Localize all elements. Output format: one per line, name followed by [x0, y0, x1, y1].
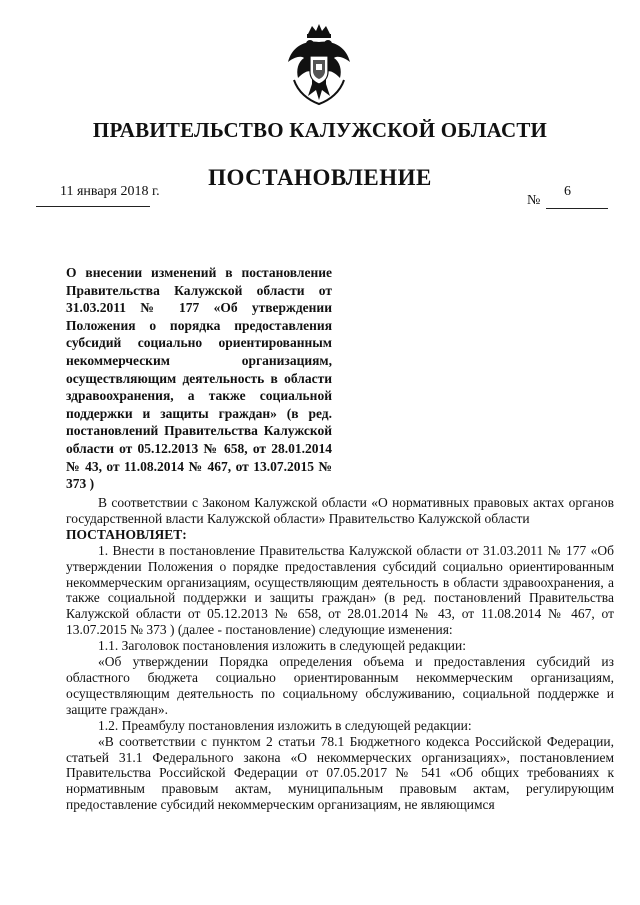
document-body — [66, 495, 614, 813]
date-underline — [36, 206, 150, 207]
intro-paragraph: В соответствии с Законом Калужской области «О нормативных правовых актах органов государственной власти Калужской области» Правительство Калужской области — [66, 495, 614, 526]
item-1-2-text: «В соответствии с пунктом 2 статьи 78.1 Бюджетного кодекса Российской Федерации, статьей 31.1 Федерального закона «О некоммерческих организациях», постановлением Правительства Российской Федерации от 07.05.2017 № 541 «Об общих требованиях к нормативным правовым актам, муниципальным правовым актам, регулирующим предоставление субсидий некоммерческим организациям, не являющимся — [66, 733, 614, 813]
item-1: 1. Внести в постановление Правительства Калужской области от 31.03.2011 № 177 «Об утверждении Положения о порядке предоставления субсидий социально ориентированным некоммерческим организациям, осуществляющим деятельность в области здравоохранения, а также социальной поддержки и защиты граждан» (в ред. постановлений Правительства Калужской области от 05.12.2013 № 658, от 28.01.2014 № 43, от 11.08.2014 № 467, от 13.07.2015 № 373 ) (далее - постановление) следующие изменения: — [66, 542, 614, 638]
item-1-1: 1.1. Заголовок постановления изложить в следующей редакции: — [98, 638, 466, 654]
resolves-heading: ПОСТАНОВЛЯЕТ: — [66, 526, 187, 542]
item-1-1-text: «Об утверждении Порядка определения объема и предоставления субсидий из областного бюджета социально ориентированным некоммерческим организациям, осуществляющим деятельность по социальному обслуживанию, социальной поддержке и защите граждан». — [66, 654, 614, 717]
government-title: ПРАВИТЕЛЬСТВО КАЛУЖСКОЙ ОБЛАСТИ — [92, 118, 548, 142]
number-label: № — [527, 193, 541, 208]
coat-of-arms-icon — [286, 22, 352, 106]
document-date: 11 января 2018 г. — [60, 184, 160, 199]
document-subject: О внесении изменений в постановление Правительства Калужской области от 31.03.2011 № 177 «Об утверждении Положения о порядка предоставления субсидий социально ориентированным некоммерческим организациям, осуществляющим деятельность в области здравоохранения, а также социальной поддержки и защиты граждан» (в ред. постановлений Правительства Калужской области от 05.12.2013 № 658, от 28.01.2014 № 43, от 11.08.2014 № 467, от 13.07.2015 № 373 ) — [66, 265, 332, 492]
document-number: 6 — [564, 184, 571, 199]
item-1-2: 1.2. Преамбулу постановления изложить в следующей редакции: — [98, 717, 472, 733]
number-underline — [546, 208, 608, 209]
document-type: ПОСТАНОВЛЕНИЕ — [208, 165, 432, 190]
